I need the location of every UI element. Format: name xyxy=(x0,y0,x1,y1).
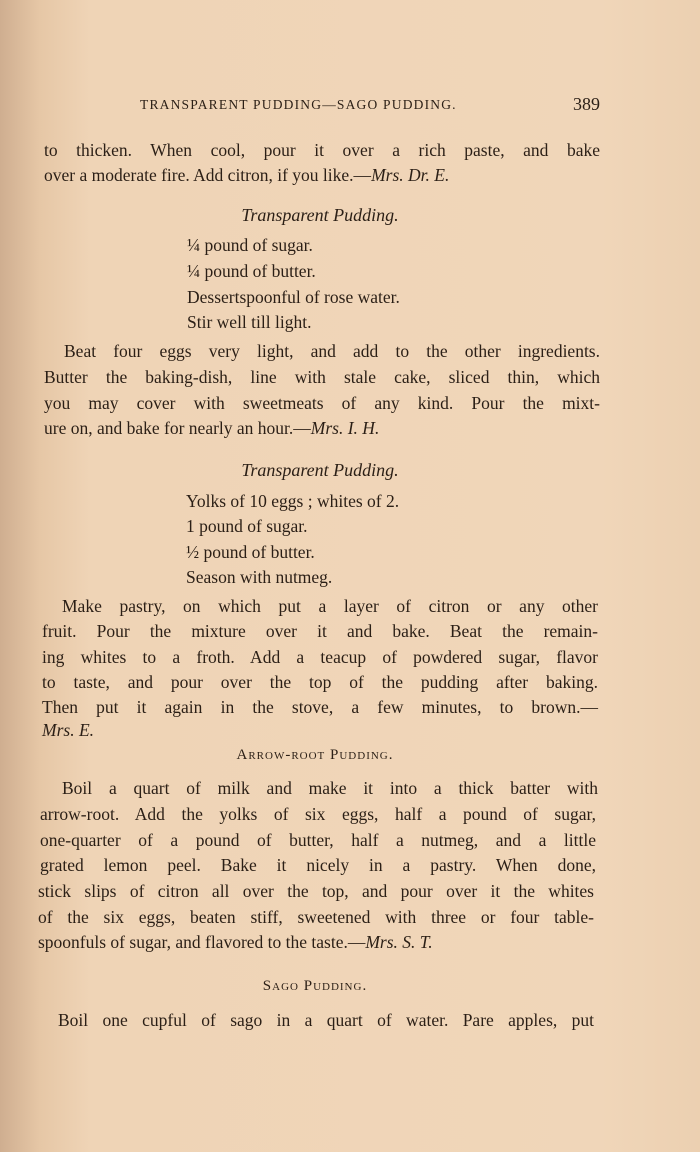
paragraph-line xyxy=(42,718,598,744)
paragraph-line: Make pastry, on which put a layer of citron or any other xyxy=(62,596,598,616)
paragraph-line: to taste, and pour over the top of the pudding after baking. xyxy=(42,672,598,692)
ingredient-line: 1 pound of sugar. xyxy=(186,516,308,536)
ingredient-line: Yolks of 10 eggs ; whites of 2. xyxy=(186,491,400,511)
attribution: Mrs. E. xyxy=(42,720,95,740)
paragraph-line: stick slips of citron all over the top, and pour over it the whites xyxy=(38,881,594,901)
ingredient-line: ½ pound of butter. xyxy=(186,542,315,562)
recipe-title: Transparent Pudding. xyxy=(241,205,399,225)
ingredient-line: ¼ pound of butter. xyxy=(187,261,316,281)
paragraph-line: ing whites to a froth. Add a teacup of powdered sugar, flavor xyxy=(42,647,598,667)
paragraph-text: over a moderate fire. Add citron, if you like.— xyxy=(44,165,372,185)
recipe-title: Transparent Pudding. xyxy=(241,460,399,480)
paragraph-line xyxy=(38,930,594,956)
ingredient-line: ¼ pound of sugar. xyxy=(187,235,313,255)
attribution: Mrs. S. T. xyxy=(365,932,433,952)
recipe-title: Arrow-root Pudding. xyxy=(236,747,394,763)
ingredient-line: Season with nutmeg. xyxy=(186,567,333,587)
recipe-title: Sago Pudding. xyxy=(262,978,368,994)
paragraph-line xyxy=(44,416,600,442)
paragraph-line: of the six eggs, beaten stiff, sweetened with three or four table- xyxy=(38,907,594,927)
paragraph-line: Boil one cupful of sago in a quart of water. Pare apples, put xyxy=(58,1010,594,1030)
paragraph-line: Butter the baking-dish, line with stale cake, sliced thin, which xyxy=(44,367,600,387)
page-number: 389 xyxy=(573,94,600,114)
paragraph-line: Then put it again in the stove, a few minutes, to brown.— xyxy=(42,697,598,717)
paragraph-line: arrow-root. Add the yolks of six eggs, half a pound of sugar, xyxy=(40,804,596,824)
paragraph-line: Boil a quart of milk and make it into a thick batter with xyxy=(62,778,598,798)
paragraph-line: grated lemon peel. Bake it nicely in a pastry. When done, xyxy=(40,855,596,875)
attribution: Mrs. Dr. E. xyxy=(371,165,450,185)
running-head xyxy=(140,94,600,118)
paragraph-line xyxy=(44,163,600,189)
paragraph-line: you may cover with sweetmeats of any kind. Pour the mixt- xyxy=(44,393,600,413)
paragraph-line: to thicken. When cool, pour it over a rich paste, and bake xyxy=(44,140,600,160)
paragraph-line: fruit. Pour the mixture over it and bake. Beat the remain- xyxy=(42,621,598,641)
ingredient-line: Dessertspoonful of rose water. xyxy=(187,287,400,307)
paragraph-text: ure on, and bake for nearly an hour.— xyxy=(44,418,311,438)
paragraph-line: one-quarter of a pound of butter, half a nutmeg, and a little xyxy=(40,830,596,850)
running-head-title: TRANSPARENT PUDDING—SAGO PUDDING. xyxy=(140,97,457,112)
paragraph-line: Beat four eggs very light, and add to the other ingredients. xyxy=(64,341,600,361)
attribution: Mrs. I. H. xyxy=(310,418,380,438)
paragraph-text: spoonfuls of sugar, and flavored to the taste.— xyxy=(38,932,366,952)
ingredient-line: Stir well till light. xyxy=(187,312,312,332)
